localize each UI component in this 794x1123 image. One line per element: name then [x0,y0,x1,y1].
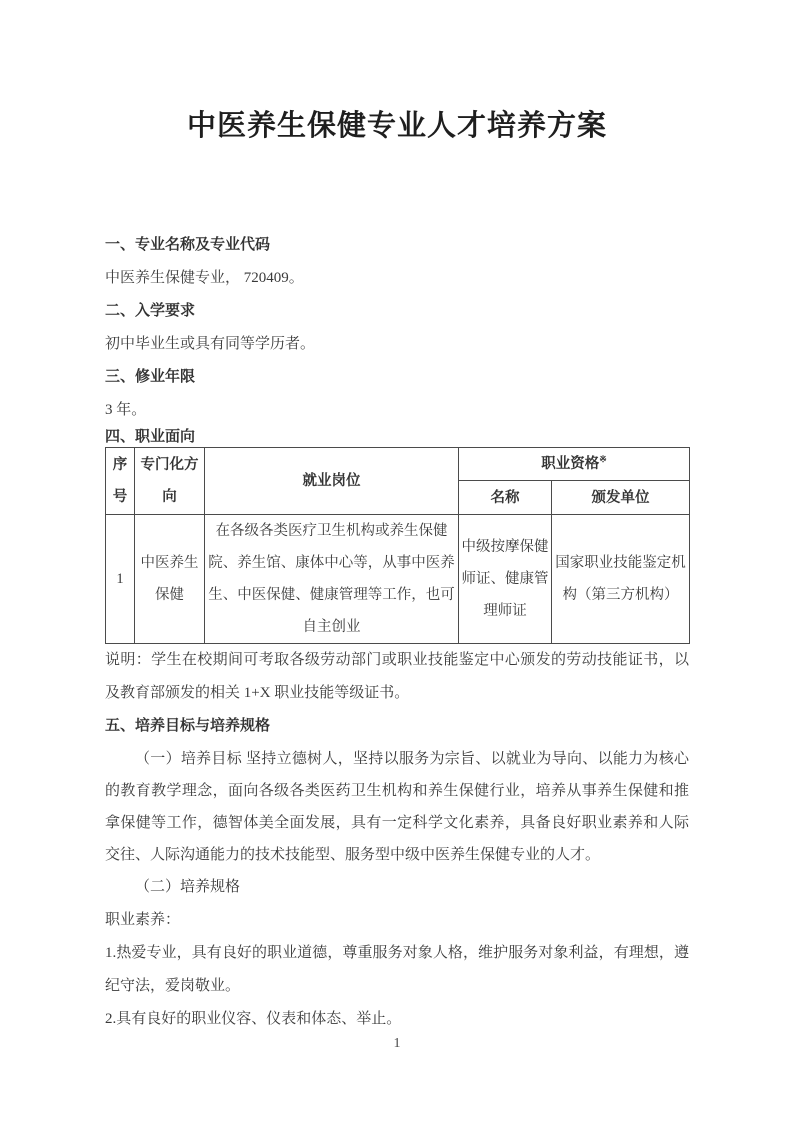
quality-label: 职业素养： [105,912,181,928]
document-title: 中医养生保健专业人才培养方案 [186,110,607,142]
section-1-heading: 一、专业名称及专业代码 [105,237,271,253]
section-4-heading: 四、职业面向 [105,429,196,445]
cell-qualification-name: 中级按摩保健师证、健康管理师证 [459,515,552,644]
section-5-heading: 五、培养目标与培养规格 [105,718,271,734]
qualification-label: 职业资格 [541,456,600,472]
section-2-heading: 二、入学要求 [105,303,196,319]
quality-item-2: 2.具有良好的职业仪容、仪表和体态、举止。 [105,1011,402,1027]
table-note: 说明：学生在校期间可考取各级劳动部门或职业技能鉴定中心颁发的劳动技能证书，以及教育部颁发的相关 1+X 职业技能等级证书。 [105,652,689,701]
cell-jobs: 在各级各类医疗卫生机构或养生保健院、养生馆、康体中心等，从事中医养生、中医保健、健康管理等工作，也可自主创业 [205,515,459,644]
career-orientation-table [105,447,690,644]
column-header-jobs: 就业岗位 [205,448,459,515]
section-3-body: 3 年。 [105,402,147,418]
column-header-name: 名称 [459,481,552,515]
column-header-serial: 序号 [106,448,135,515]
quality-item-1: 1.热爱专业，具有良好的职业道德，尊重服务对象人格，维护服务对象利益，有理想，遵纪守法，爱岗敬业。 [105,945,689,994]
cell-specialization: 中医养生保健 [135,515,205,644]
section-1-body: 中医养生保健专业， 720409。 [105,270,304,286]
page-number: 1 [393,1036,401,1051]
training-spec-heading: （二）培养规格 [135,879,241,895]
table-row [106,515,690,644]
column-header-specialization: 专门化方向 [135,448,205,515]
section-3-heading: 三、修业年限 [105,369,196,385]
cell-issuer: 国家职业技能鉴定机构（第三方机构） [552,515,690,644]
qualification-footnote-mark: ※ [599,454,607,465]
section-2-body: 初中毕业生或具有同等学历者。 [105,336,316,352]
table-header-row-1 [106,448,690,481]
training-objective-paragraph: （一）培养目标 坚持立德树人，坚持以服务为宗旨、以就业为导向、以能力为核心的教育教学理念，面向各级各类医药卫生机构和养生保健行业，培养从事养生保健和推拿保健等工作，德智体美全面发展，具有一定科学文化素养，具备良好职业素养和人际交往、人际沟通能力的技术技能型、服务型中级中医养生保健专业的人才。 [105,751,689,863]
cell-serial: 1 [106,515,135,644]
column-header-qualification [459,448,690,481]
column-header-issuer: 颁发单位 [552,481,690,515]
